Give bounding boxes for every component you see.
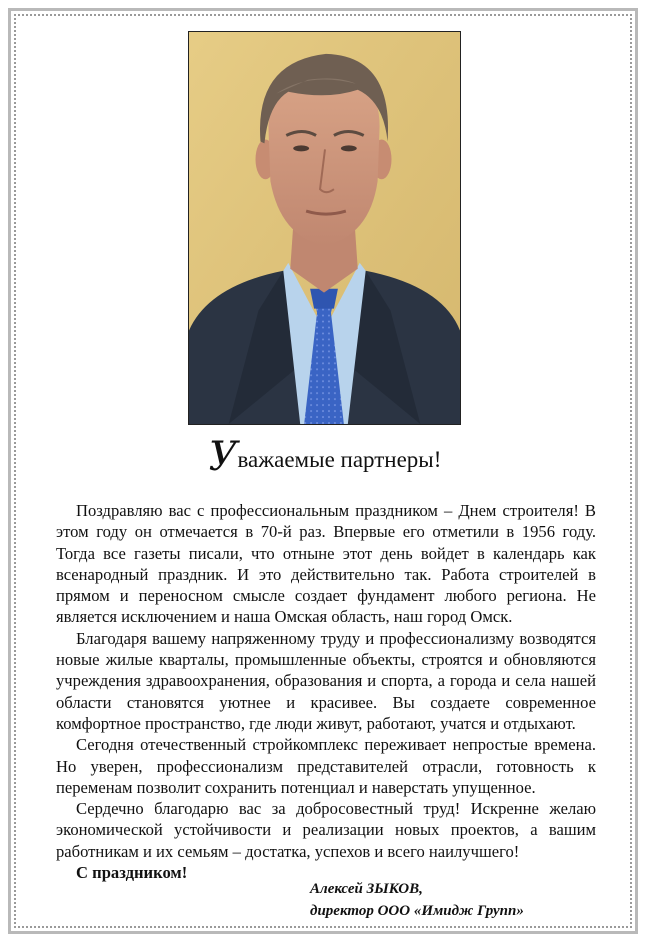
portrait-icon <box>189 32 460 424</box>
paragraph: Благодаря вашему напряженному труду и профессионализму возводятся новые жилые кварталы, промышленные объекты, строятся и обновляются учреждения здравоохранения, образования и спорта, а города и села нашей области становятся уютнее и красивее. Вы создаете современное комфортное пространство, где люди живут, работают, учатся и отдыхают. <box>56 628 596 733</box>
portrait-photo <box>188 31 461 425</box>
greeting-heading <box>0 434 650 480</box>
paragraph: Поздравляю вас с профессиональным праздником – Днем строителя! В этом году он отмечается в 70-й раз. Впервые его отметили в 1956 году. Тогда все газеты писали, что отныне этот день войдет в календарь как всенародный праздник. И это действительно так. Работа строителей в прямом и переносном смысле создает фундамент любого региона. Не является исключением и наша Омская область, наш город Омск. <box>56 501 596 627</box>
greeting-initial: У <box>208 434 238 480</box>
letter-body <box>56 500 596 883</box>
paragraph: Сердечно благодарю вас за добросовестный труд! Искренне желаю экономической устойчивости и реализации новых проектов, а вашим работникам и их семьям – достатка, успехов и всего наилучшего! <box>56 799 596 861</box>
paragraph: Сегодня отечественный стройкомплекс переживает непростые времена. Но уверен, профессионализм представителей отрасли, готовность к переменам позволит сохранить потенциал и наверстать упущенное. <box>56 735 596 797</box>
signature-block <box>310 878 524 922</box>
closing-line: С праздником! <box>76 863 188 883</box>
signature-name: Алексей ЗЫКОВ, <box>310 881 423 897</box>
signature-title: директор ООО «Имидж Групп» <box>310 903 524 919</box>
greeting-text: важаемые партнеры! <box>237 447 442 472</box>
